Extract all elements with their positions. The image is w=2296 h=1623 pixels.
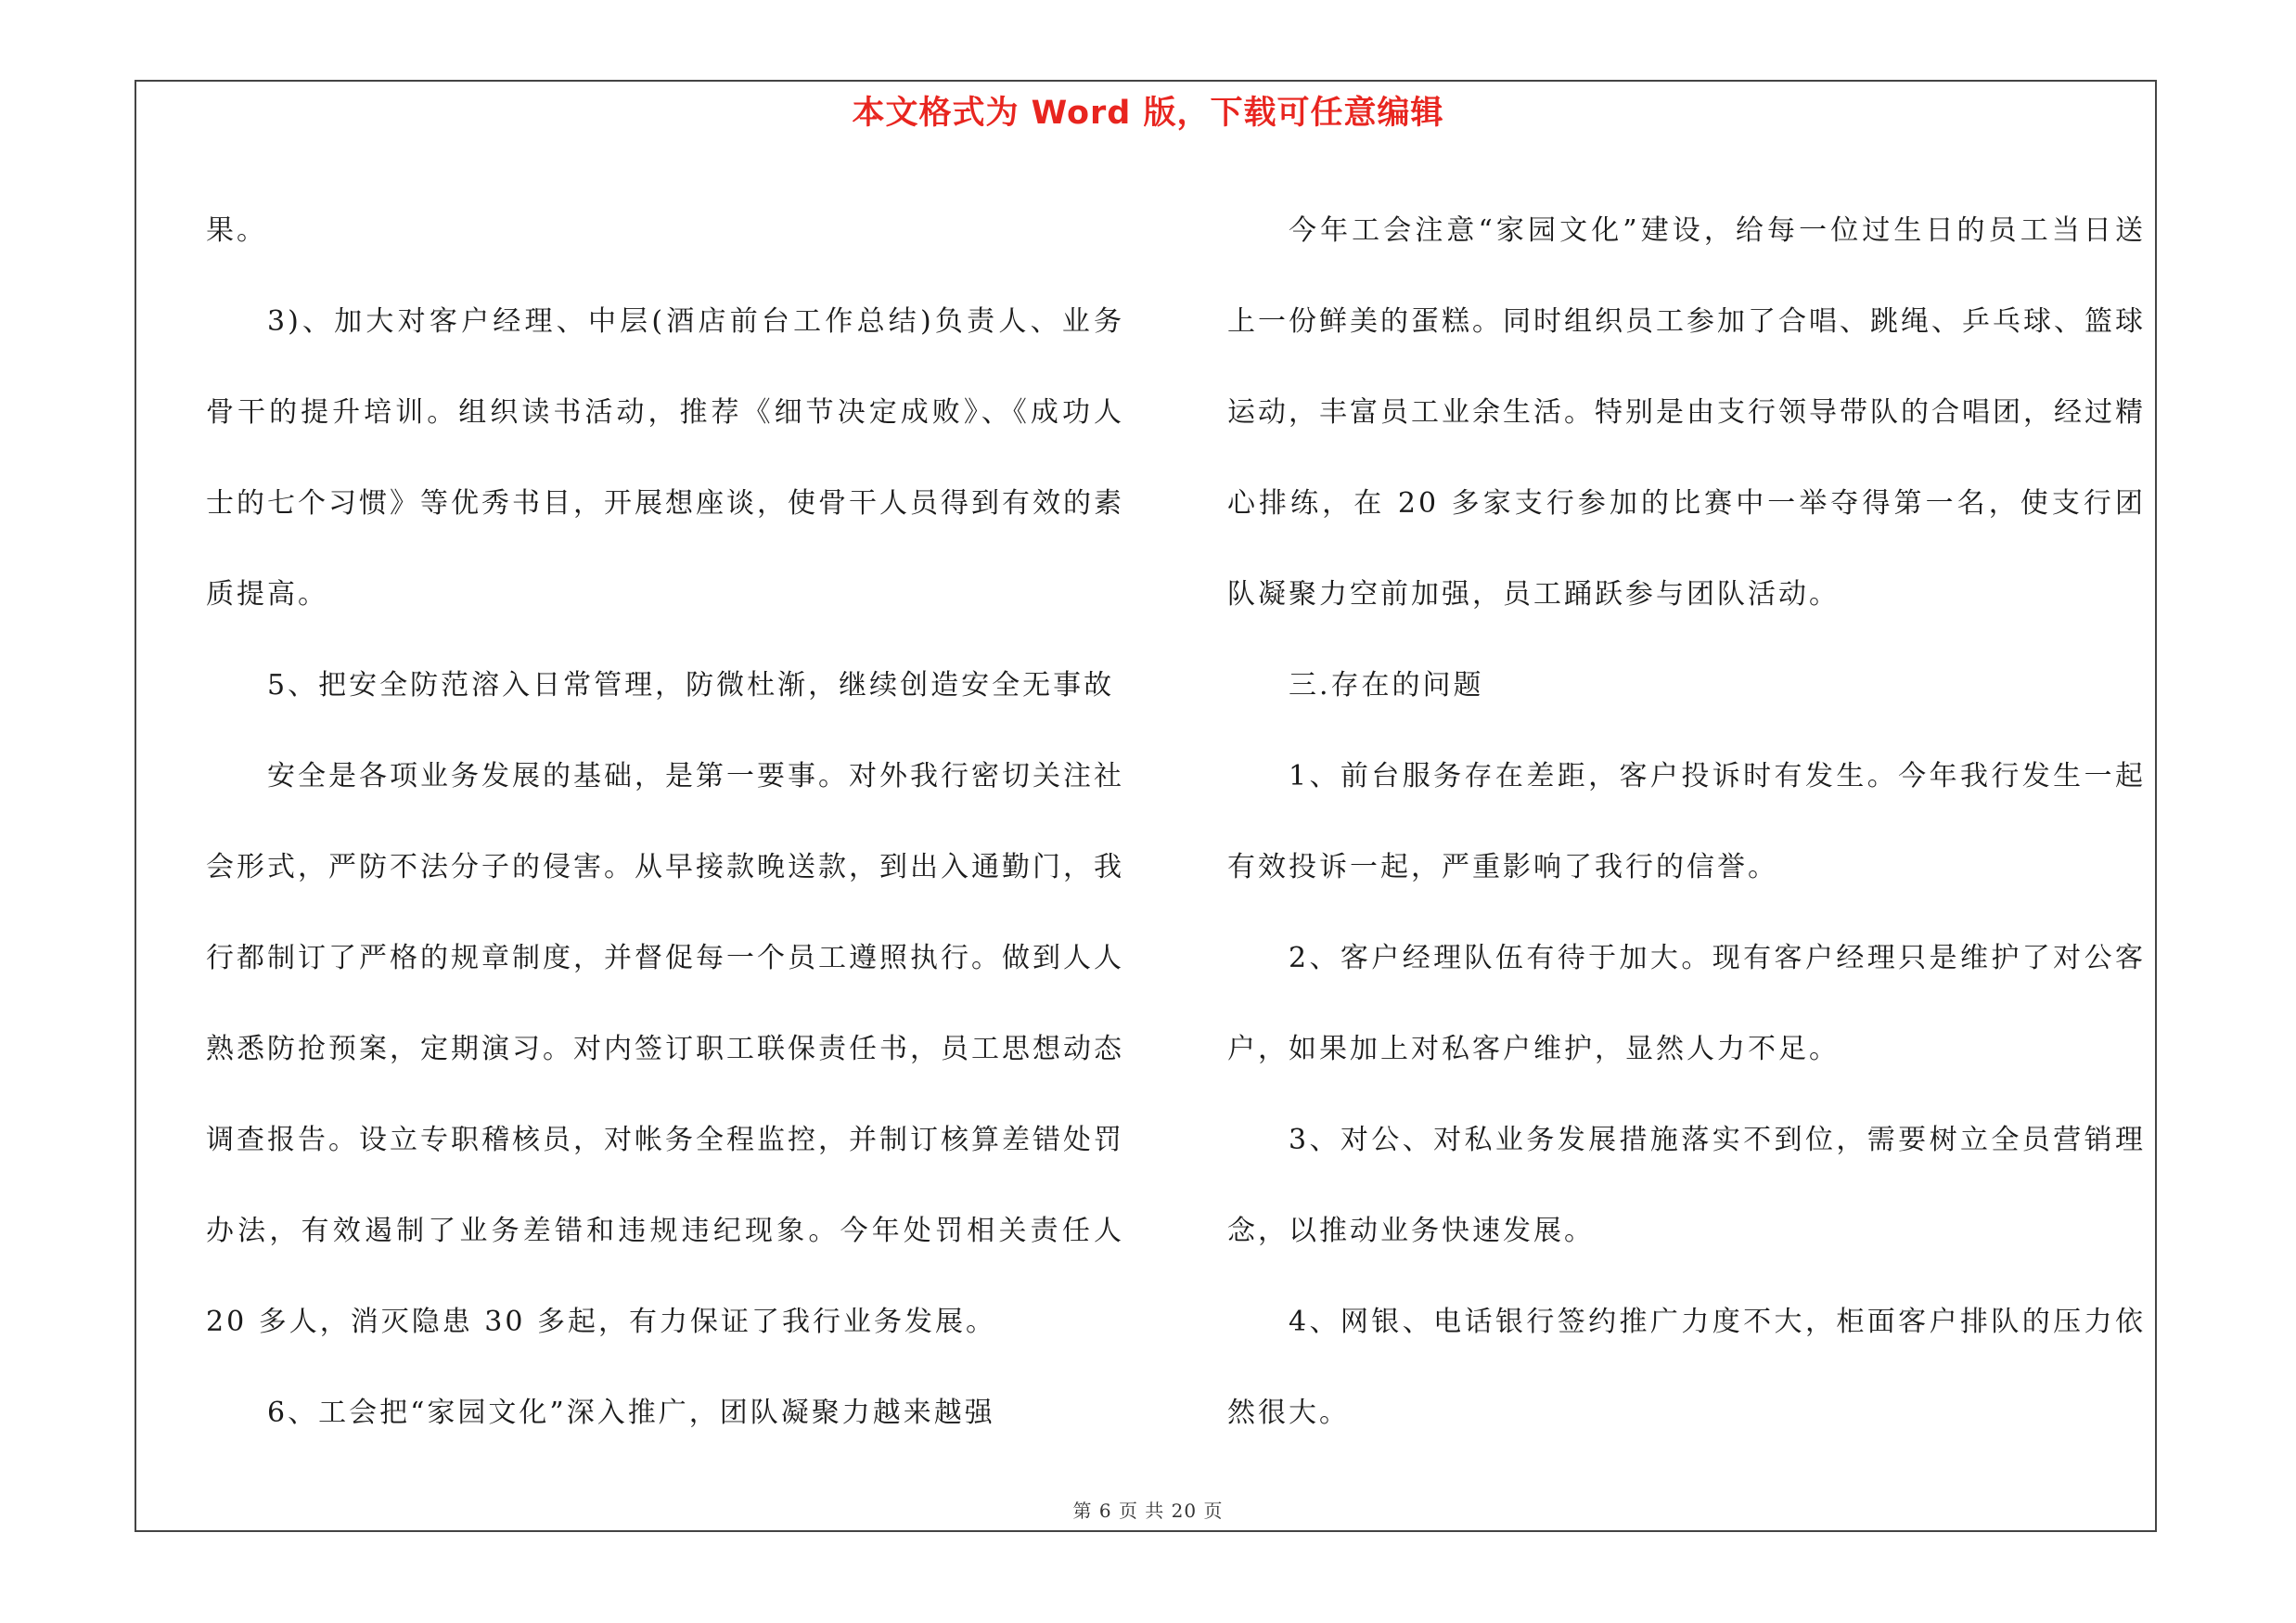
edit-notice-banner: 本文格式为 Word 版，下载可任意编辑 <box>852 95 1444 132</box>
right-paragraph-5: 3、对公、对私业务发展措施落实不到位，需要树立全员营销理念，以推动业务快速发展。 <box>1227 1124 2146 1247</box>
right-text-column <box>1227 186 2146 1459</box>
right-paragraph-6: 4、网银、电话银行签约推广力度不大，柜面客户排队的压力依然很大。 <box>1227 1306 2146 1429</box>
right-paragraph-3: 1、前台服务存在差距，客户投诉时有发生。今年我行发生一起有效投诉一起，严重影响了我行的信誉。 <box>1227 760 2146 883</box>
page-number-footer: 第 6 页 共 20 页 <box>1072 1500 1224 1522</box>
right-paragraph-4: 2、客户经理队伍有待于加大。现有客户经理只是维护了对公客户，如果加上对私客户维护，显然人力不足。 <box>1227 942 2146 1065</box>
left-paragraph-2: 3)、加大对客户经理、中层(酒店前台工作总结)负责人、业务骨干的提升培训。组织读书活动，推荐《细节决定成败》、《成功人士的七个习惯》等优秀书目，开展想座谈，使骨干人员得到有效的素质提高。 <box>206 305 1124 611</box>
left-paragraph-3: 5、把安全防范溶入日常管理，防微杜渐，继续创造安全无事故 <box>267 669 1115 702</box>
left-paragraph-1: 果。 <box>206 214 267 247</box>
left-paragraph-5: 6、工会把“家园文化”深入推广，团队凝聚力越来越强 <box>267 1397 995 1429</box>
left-paragraph-4: 安全是各项业务发展的基础，是第一要事。对外我行密切关注社会形式，严防不法分子的侵害。从早接款晚送款，到出入通勤门，我行都制订了严格的规章制度，并督促每一个员工遵照执行。做到人人熟悉防抢预案，定期演习。对内签订职工联保责任书，员工思想动态调查报告。设立专职稽核员，对帐务全程监控，并制订核算差错处罚办法，有效遏制了业务差错和违规违纪现象。今年处罚相关责任人 20 多人，消灭隐患 30 多起，有力保证了我行业务发展。 <box>206 760 1136 1338</box>
left-text-column <box>206 186 1136 1459</box>
right-paragraph-1: 今年工会注意“家园文化”建设，给每一位过生日的员工当日送上一份鲜美的蛋糕。同时组织员工参加了合唱、跳绳、乒乓球、篮球运动，丰富员工业余生活。特别是由支行领导带队的合唱团，经过精心排练，在 20 多家支行参加的比赛中一举夺得第一名，使支行团队凝聚力空前加强，员工踊跃参与团队活动。 <box>1227 214 2146 611</box>
right-paragraph-2: 三.存在的问题 <box>1289 669 1484 702</box>
